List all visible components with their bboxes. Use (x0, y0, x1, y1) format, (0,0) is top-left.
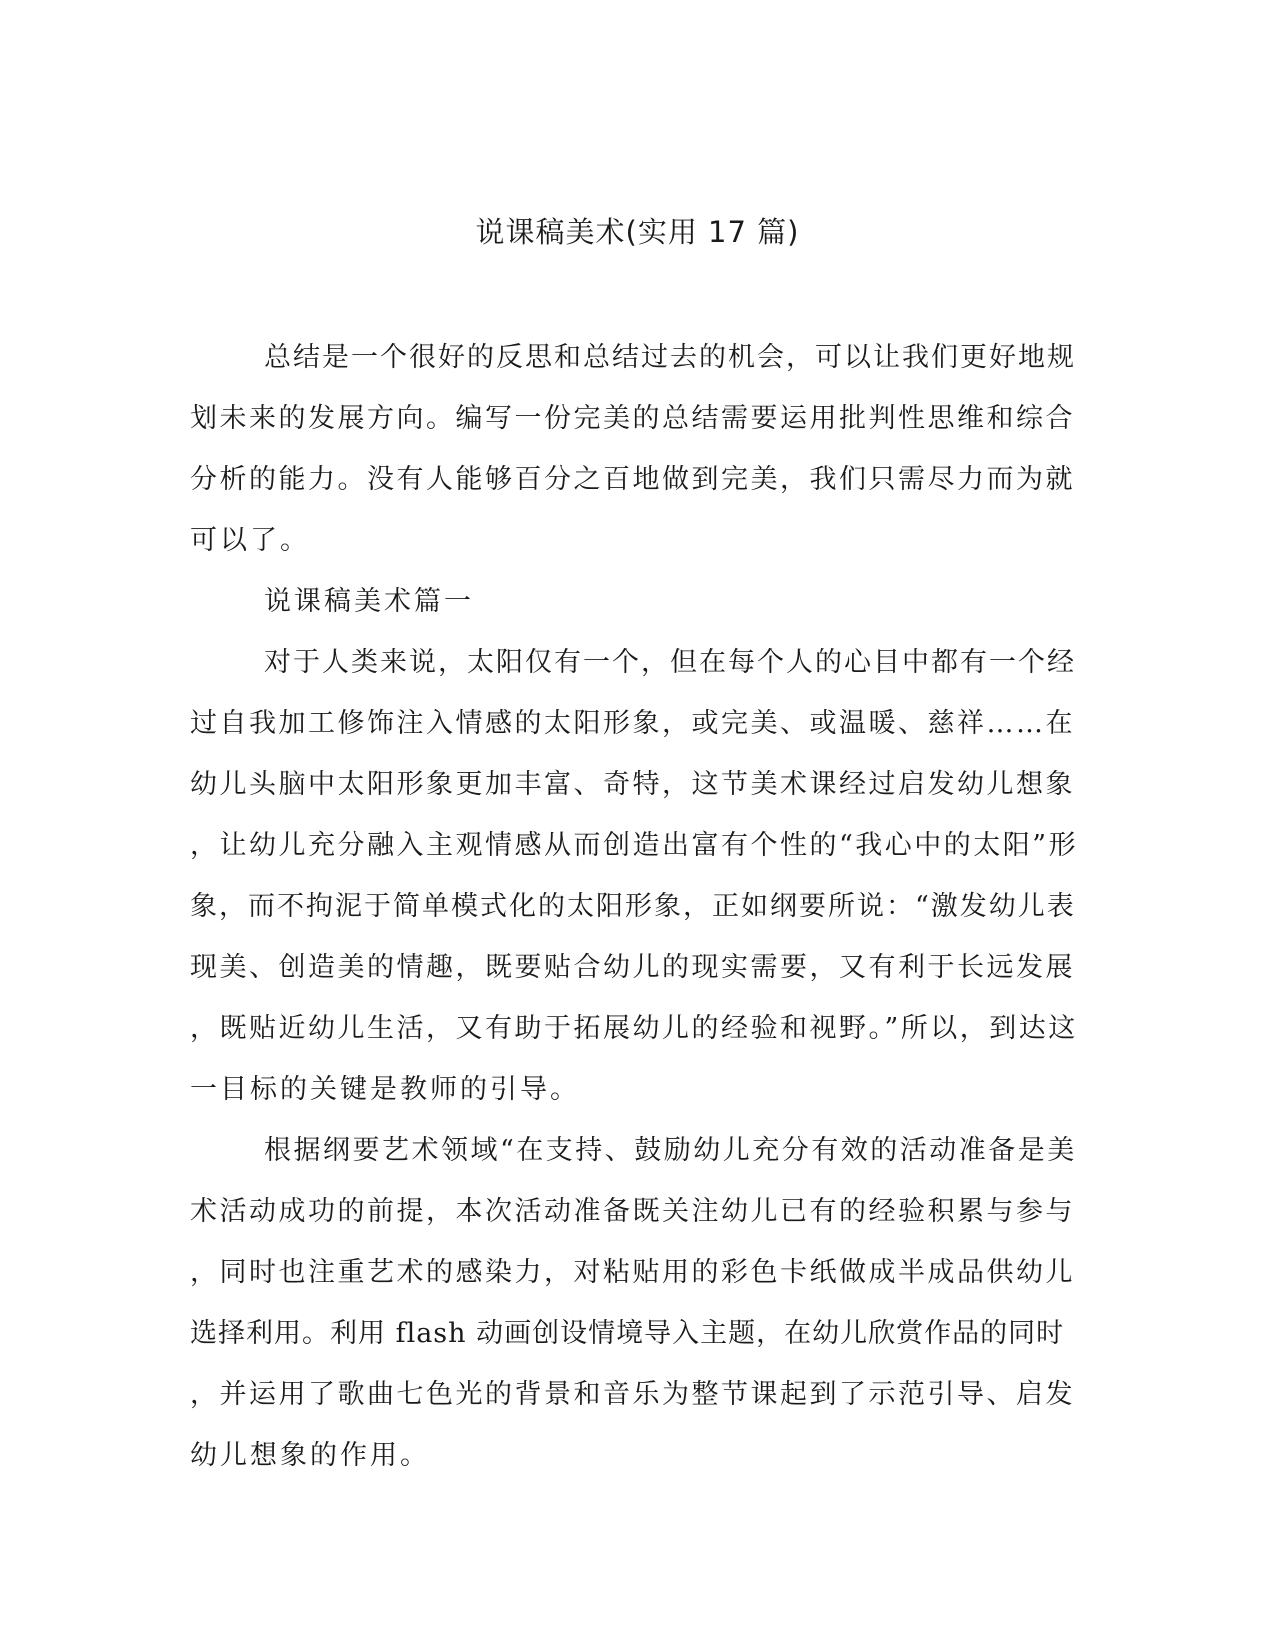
text-line: 一目标的关键是教师的引导。 (190, 1074, 580, 1105)
text-line: 象，而不拘泥于简单模式化的太阳形象，正如纲要所说：“激发幼儿表 (190, 891, 1076, 922)
document-body (190, 327, 1080, 1486)
text-line: 幼儿想象的作用。 (190, 1440, 430, 1471)
text-line: 分析的能力。没有人能够百分之百地做到完美，我们只需尽力而为就 (190, 464, 1075, 495)
text-line: ，既贴近幼儿生活，又有助于拓展幼儿的经验和视野。”所以，到达这 (190, 1013, 1078, 1044)
text-line: 过自我加工修饰注入情感的太阳形象，或完美、或温暖、慈祥……在 (190, 708, 1075, 739)
text-line: 选择利用。利用 flash 动画创设情境导入主题，在幼儿欣赏作品的同时 (190, 1318, 1065, 1349)
text-line: 现美、创造美的情趣，既要贴合幼儿的现实需要，又有利于长远发展 (190, 952, 1075, 983)
document-title: 说课稿美术(实用 17 篇) (475, 215, 800, 249)
section-heading: 说课稿美术篇一 (264, 586, 474, 617)
text-line: 可以了。 (190, 525, 310, 556)
text-line: ，并运用了歌曲七色光的背景和音乐为整节课起到了示范引导、启发 (190, 1379, 1075, 1410)
text-line: 幼儿头脑中太阳形象更加丰富、奇特，这节美术课经过启发幼儿想象 (190, 769, 1075, 800)
text-line: ，让幼儿充分融入主观情感从而创造出富有个性的“我心中的太阳”形 (190, 830, 1079, 861)
text-line: 术活动成功的前提，本次活动准备既关注幼儿已有的经验积累与参与 (190, 1196, 1075, 1227)
text-line: ，同时也注重艺术的感染力，对粘贴用的彩色卡纸做成半成品供幼儿 (190, 1257, 1075, 1288)
text-line: 对于人类来说，太阳仅有一个，但在每个人的心目中都有一个经 (264, 647, 1076, 678)
text-line: 总结是一个很好的反思和总结过去的机会，可以让我们更好地规 (264, 342, 1076, 373)
text-line: 根据纲要艺术领域“在支持、鼓励幼儿充分有效的活动准备是美 (264, 1135, 1077, 1166)
text-line: 划未来的发展方向。编写一份完美的总结需要运用批判性思维和综合 (190, 403, 1075, 434)
